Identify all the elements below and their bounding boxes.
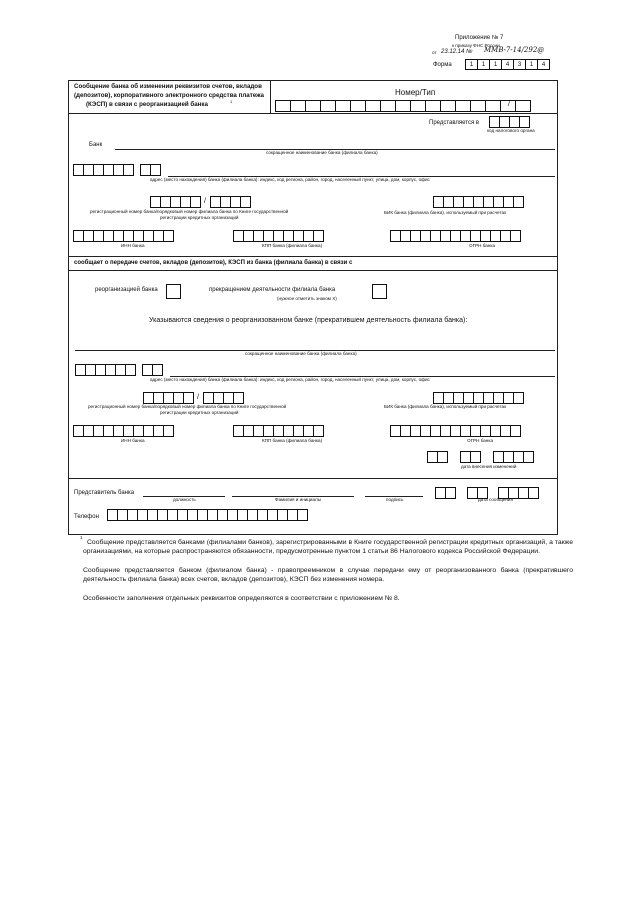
region-code-cells[interactable] [140,164,160,176]
position-caption: должность [173,497,196,502]
form-label: Форма [433,62,452,68]
name-caption: Фамилия и инициалы [275,497,322,502]
reorg-bank-name-caption: сокращенное наименование банка (филиала банка) [245,351,357,356]
title-footnote-mark: 1 [230,99,233,104]
form-code-cell: 3 [513,59,526,70]
change-date-caption: дата внесения изменений [461,464,517,469]
section2-header: сообщает о передаче счетов, вкладов (депозитов), КЭСП из банка (филиала банка) в связи с [74,260,353,266]
reorg-reg-slash: / [197,394,199,401]
reorg-inn-cells[interactable] [73,425,173,437]
reorg-ogrn-caption: ОГРН банка [467,438,494,443]
reg-slash: / [204,198,206,205]
order-line: к приказу ФНС России [452,43,500,48]
reorg-reg-caption-1: регистрационный номер банка/порядковый номер филиала банка по Книге государственной [88,404,287,409]
section2-header-line [68,270,558,271]
note-paragraph-1: Сообщение представляется банками (филиалами банков), зарегистрированными в Книге государственной регистрации кредитных организаций, а также организациями, на которые распространяются обязанности, предусмотренные пунктом 1 статьи 86 Налогового кодекса Российской Федерации. [83,539,573,555]
order-date: 23.12.14 № [441,49,473,55]
address-caption: адрес (место нахождения) банка (филиала банка): индекс, код региона, район, город, населенный пункт, улица, дом, корпус, офис [150,177,430,182]
form-code-cell: 4 [537,59,550,70]
form-code-cell: 1 [525,59,538,70]
phone-label: Телефон [74,514,99,520]
reorg-inn-caption: ИНН банка [121,438,145,443]
reorg-branch-number-cells[interactable] [203,392,243,404]
reorg-checkbox[interactable] [166,284,181,299]
order-number-handwritten: ММВ-7-14/292@ [484,46,545,54]
form-code-cell: 4 [501,59,514,70]
section2-top-line [68,256,558,257]
order-date-prefix: от [432,50,437,55]
message-date-caption: дата сообщения [478,497,513,502]
presented-to-label: Представляется в [429,120,480,126]
bik-caption: БИК банка (филиала банка), используемый при расчетах [384,210,507,215]
tax-code-cells[interactable] [489,116,529,128]
termination-label: прекращением деятельности филиала банка [209,287,336,293]
reorg-info-text: Указываются сведения о реорганизованном банке (прекратившем деятельность филиала банка): [149,317,468,324]
number-type-slash: / [508,101,510,108]
note-paragraph-3: Особенности заполнения отдельных реквизитов определяются в соответствии с приложением № 8. [83,595,400,602]
reorg-reg-caption-2: регистрации кредитных организаций [160,410,239,415]
reorg-postal-index-cells[interactable] [75,364,135,376]
number-type-cells[interactable] [275,100,530,112]
sign-caption: подпись [386,497,404,502]
reorg-bik-cells[interactable] [433,392,523,404]
title-bottom-line [68,113,558,114]
reorg-region-code-cells[interactable] [142,364,162,376]
number-type-label: Номер/Тип [395,88,436,97]
title-divider [270,80,271,113]
inn-caption: ИНН банка [121,243,145,248]
branch-number-cells[interactable] [210,196,250,208]
appendix-label: Приложение № 7 [455,35,504,41]
title-line-1: Сообщение банка об изменении реквизитов счетов, вкладов [74,83,262,90]
change-day-cells[interactable] [427,451,447,463]
bank-name-caption: сокращенное наименование банка (филиала банка) [266,150,378,155]
form-code-cell: 1 [489,59,502,70]
postal-index-cells[interactable] [73,164,133,176]
note-paragraph-2: Сообщение представляется банком (филиалом банка) - правопреемником в случае передачи ему от реорганизованного банка (прекратившего деятельность филиала банка) всех счетов, вкладов (депозитов), КЭСП без изменения номера. [83,567,573,583]
form-code-cells [465,59,549,70]
reorg-reg-number-cells[interactable] [143,392,193,404]
note-footnote-mark: 1 [80,535,83,540]
phone-cells[interactable] [107,509,307,521]
reorg-label: реорганизацией банка [95,287,158,293]
change-month-cells[interactable] [460,451,480,463]
reg-number-cells[interactable] [150,196,200,208]
bik-cells[interactable] [433,196,523,208]
reorg-ogrn-cells[interactable] [390,425,520,437]
bank-label: Банк [89,142,103,148]
message-day-cells[interactable] [435,487,455,499]
tax-code-caption: код налогового органа [487,128,535,133]
reorg-bik-caption: БИК банка (филиала банка), используемый при расчетах [384,404,507,409]
reorg-address-caption: адрес (место нахождения) банка (филиала банка): индекс, код региона, район, город, населенный пункт, улица, дом, корпус, офис [150,377,430,382]
termination-checkbox[interactable] [372,284,387,299]
reorg-kpp-caption: КПП банка (филиала банка) [262,438,323,443]
kpp-caption: КПП банка (филиала банка) [262,243,323,248]
reg-number-caption-1: регистрационный номер банка/порядковый номер филиала банка по Книге государственной [90,209,289,214]
reg-number-caption-2: регистрации кредитных организаций [160,215,239,220]
reorg-kpp-cells[interactable] [233,425,323,437]
inn-cells[interactable] [73,230,173,242]
mark-hint: (нужное отметить знаком X) [277,296,337,301]
title-line-2: (депозитов), корпоративного электронного средства платежа [74,92,264,99]
change-year-cells[interactable] [493,451,533,463]
ogrn-cells[interactable] [390,230,520,242]
form-code-cell: 1 [465,59,478,70]
ogrn-caption: ОГРН банка [469,243,496,248]
title-line-3: (КЭСП) в связи с реорганизацией банка [86,101,208,108]
form-code-cell: 1 [477,59,490,70]
kpp-cells[interactable] [233,230,323,242]
representative-label: Представитель банка [74,490,135,496]
signature-top-line [68,478,558,479]
